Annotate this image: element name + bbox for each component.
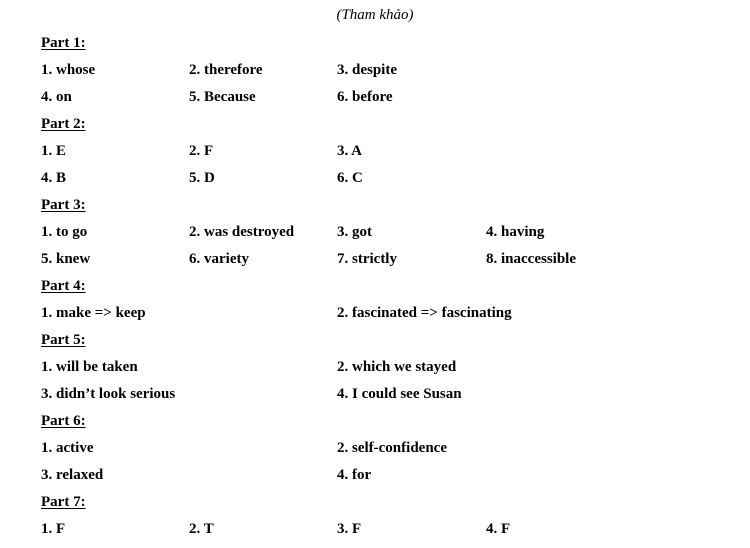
answer-item: 6. C [337, 170, 363, 186]
answer-item: 4. I could see Susan [337, 386, 462, 402]
answer-item: 5. knew [41, 251, 91, 267]
answer-item: 2. therefore [189, 62, 263, 78]
answer-item: 5. D [189, 170, 215, 186]
part-3-title: Part 3: [41, 197, 86, 213]
answer-item: 3. didn’t look serious [41, 386, 176, 402]
part-3-row-2 [0, 250, 750, 268]
answer-item: 5. Because [189, 89, 256, 105]
answer-item: 1. will be taken [41, 359, 138, 375]
answer-item: 3. relaxed [41, 467, 104, 483]
part-4-row-1 [0, 304, 750, 322]
answer-item: 6. variety [189, 251, 249, 267]
answer-item: 2. was destroyed [189, 224, 295, 240]
answer-item: 4. having [486, 224, 545, 240]
part-5-row-1 [0, 358, 750, 376]
answer-item: 4. B [41, 170, 67, 186]
part-2-row-2 [0, 169, 750, 187]
part-3-row-1 [0, 223, 750, 241]
answer-item: 1. make => keep [41, 305, 146, 321]
answer-item: 1. whose [41, 62, 96, 78]
answer-item: 2. F [189, 143, 214, 159]
part-7-title: Part 7: [41, 494, 86, 510]
answer-item: 1. to go [41, 224, 88, 240]
answer-item: 7. strictly [337, 251, 397, 267]
part-6-row-2 [0, 466, 750, 484]
answer-item: 3. A [337, 143, 363, 159]
answer-item: 1. F [41, 521, 66, 537]
part-6-row-1 [0, 439, 750, 457]
answer-item: 4. F [486, 521, 511, 537]
answer-item: 2. which we stayed [337, 359, 457, 375]
part-7-row-1 [0, 520, 750, 538]
answer-item: 1. active [41, 440, 94, 456]
answer-item: 3. despite [337, 62, 397, 78]
document-subtitle: (Tham khảo) [336, 7, 414, 23]
part-2-row-1 [0, 142, 750, 160]
answer-item: 4. on [41, 89, 72, 105]
answer-item: 8. inaccessible [486, 251, 576, 267]
part-5-title: Part 5: [41, 332, 86, 348]
part-1-row-2 [0, 88, 750, 106]
answer-item: 2. fascinated => fascinating [337, 305, 512, 321]
answer-item: 3. F [337, 521, 362, 537]
answer-item: 1. E [41, 143, 67, 159]
part-6-title: Part 6: [41, 413, 86, 429]
answer-item: 4. for [337, 467, 372, 483]
answer-item: 3. got [337, 224, 372, 240]
answer-item: 2. T [189, 521, 214, 537]
part-2-title: Part 2: [41, 116, 86, 132]
part-1-title: Part 1: [41, 35, 86, 51]
part-4-title: Part 4: [41, 278, 86, 294]
answer-item: 2. self-confidence [337, 440, 447, 456]
part-5-row-2 [0, 385, 750, 403]
answer-item: 6. before [337, 89, 393, 105]
part-1-row-1 [0, 61, 750, 79]
